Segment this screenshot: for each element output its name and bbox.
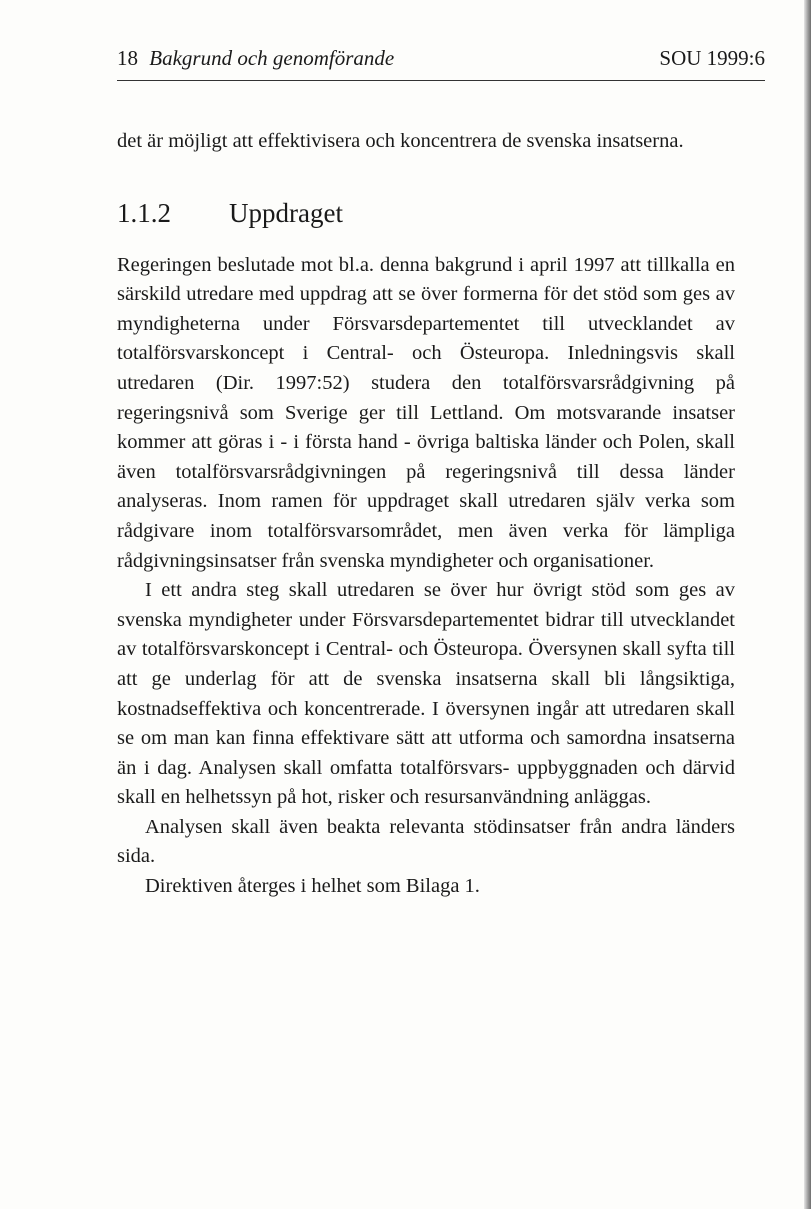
paragraph-4: Direktiven återges i helhet som Bilaga 1.	[145, 875, 480, 898]
header-left	[117, 44, 394, 72]
intro-paragraph: det är möjligt att effektivisera och koncentrera de svenska insatserna.	[117, 130, 684, 152]
document-id: SOU 1999:6	[659, 46, 765, 70]
section-number: 1.1.2	[117, 197, 171, 228]
running-title: Bakgrund och genomförande	[149, 46, 395, 70]
page-body	[117, 127, 735, 902]
paragraph-2: I ett andra steg skall utredaren se över hur övrigt stöd som ges av svenska myndigheter under Försvarsdepartementet bidrar till utvecklandet av totalförsvarskoncept i Central- och Östeuropa. Översynen skall syfta till att ge underlag för att de svenska insatserna skall bli långsiktiga, kostnadseffektiva och koncentrerade. I översynen ingår att utredaren skall se om man kan finna effektivare sätt att utforma och samordna insatserna än i dag. Analysen skall omfatta totalförsvars- uppbyggnaden och därvid skall en helhetssyn på hot, risker och resursanvändning anläggas.	[117, 579, 735, 809]
paragraph-3: Analysen skall även beakta relevanta stödinsatser från andra länders sida.	[117, 815, 735, 868]
section-heading	[117, 195, 735, 231]
header-rule	[117, 80, 765, 81]
paragraph-1: Regeringen beslutade mot bl.a. denna bakgrund i april 1997 att tillkalla en särskild utredare med uppdrag att se över formerna för det stöd som ges av myndigheterna under Försvarsdepartementet till utvecklandet av totalförsvarskoncept i Central- och Östeuropa. Inledningsvis skall utredaren (Dir. 1997:52) studera den totalförsvarsrådgivning på regeringsnivå som Sverige ger till Lettland. Om motsvarande insatser kommer att göras i - i första hand - övriga baltiska länder och Polen, skall även totalförsvarsrådgivningen på regeringsnivå till dessa länder analyseras. Inom ramen för uppdraget skall utredaren själv verka som rådgivare inom totalförsvarsområdet, men även verka för lämpliga rådgivningsinsatser från svenska myndigheter och organisationer.	[117, 253, 735, 572]
page-edge-shadow	[804, 0, 811, 1209]
page-number: 18	[117, 46, 138, 70]
section-title: Uppdraget	[229, 197, 343, 228]
